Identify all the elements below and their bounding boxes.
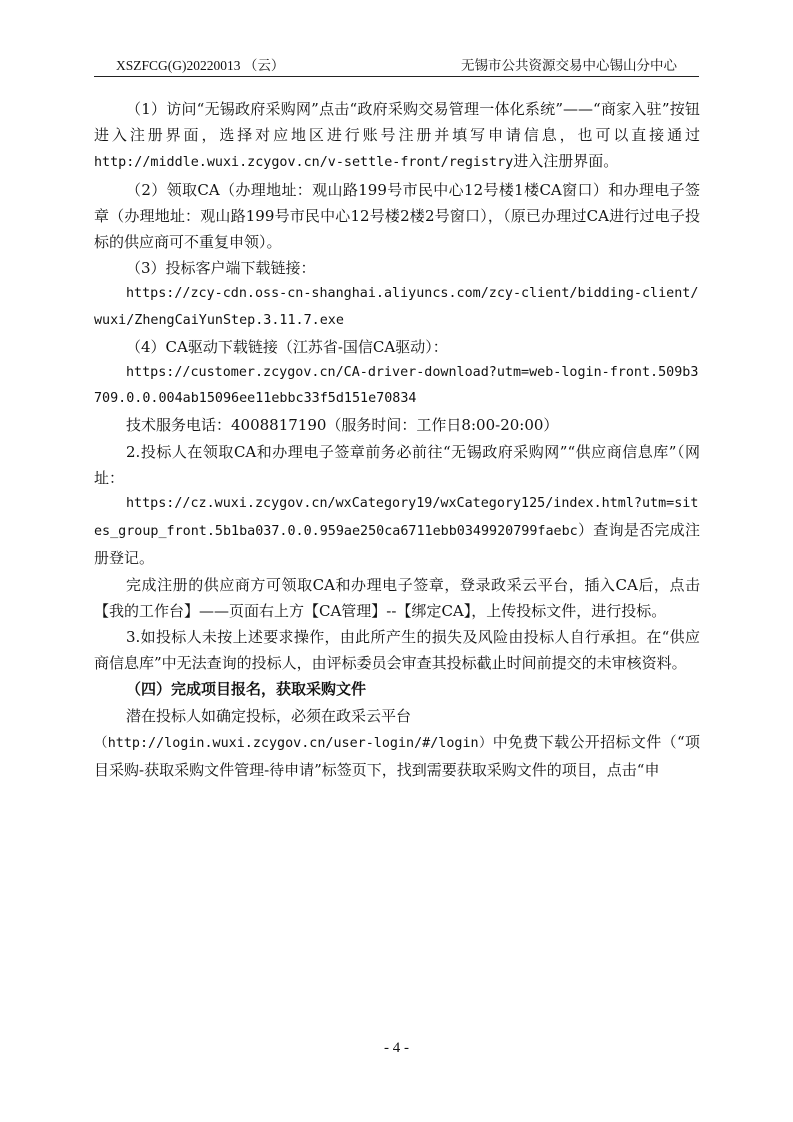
- ca-driver-link-line1[interactable]: https://customer.zcygov.cn/CA-driver-download?utm=web-login-front.509b3: [126, 365, 699, 381]
- page-number: - 4 -: [384, 1040, 409, 1056]
- client-download-link-line2[interactable]: wuxi/ZhengCaiYunStep.3.11.7.exe: [94, 312, 344, 328]
- registry-link[interactable]: http://middle.wuxi.zcygov.cn/v-settle-front/registry: [94, 155, 514, 171]
- section4-paragraph2: [94, 729, 700, 783]
- document-body: [94, 96, 700, 783]
- paragraph-item3-title: （3）投标客户端下载链接：: [126, 259, 316, 278]
- ca-driver-link-line2[interactable]: 709.0.0.004ab15096ee11ebbc33f5d151e70834: [94, 391, 417, 407]
- paragraph-point2: 2.投标人在领取CA和办理电子签章前务必前往“无锡政府采购网”“供应商信息库”（网址：: [94, 442, 700, 487]
- supplier-db-link-line1[interactable]: https://cz.wuxi.zcygov.cn/wxCategory19/wxCategory125/index.html?utm=sit: [126, 496, 699, 512]
- paragraph-point2-end: [94, 517, 700, 571]
- item1-text-end: 进入注册界面。: [513, 152, 619, 171]
- item1-text: （1）访问“无锡政府采购网”点击“政府采购交易管理一体化系统”——“商家入驻”按钮进入注册界面，选择对应地区进行账号注册并填写申请信息，也可以直接通过: [94, 100, 700, 145]
- paragraph-after-registration: 完成注册的供应商方可领取CA和办理电子签章，登录政采云平台，插入CA后，点击【我的工作台】——页面右上方【CA管理】--【绑定CA】，上传投标文件，进行投标。: [94, 575, 700, 620]
- login-link[interactable]: （http://login.wuxi.zcygov.cn/user-login/#/login）: [94, 735, 493, 751]
- section4-text: 中免费下载公开招标文件（“项目采购-获取采购文件管理-待申请”标签页下，找到需要获取采购文件的项目，点击“申: [94, 732, 700, 780]
- supplier-db-link-line2[interactable]: es_group_front.5b1ba037.0.0.959ae250ca6711ebb0349920799faebc: [94, 524, 578, 540]
- section4-paragraph1: 潜在投标人如确定投标，必须在政采云平台: [126, 706, 412, 725]
- paragraph-item1: [94, 96, 700, 177]
- page-header: [94, 52, 699, 77]
- issuing-organization: 无锡市公共资源交易中心锡山分中心: [461, 58, 677, 74]
- tech-service-phone: 技术服务电话：4008817190（服务时间：工作日8:00-20:00）: [126, 416, 559, 435]
- document-code: XSZFCG(G)20220013 （云）: [116, 58, 285, 73]
- client-download-link-line1[interactable]: https://zcy-cdn.oss-cn-shanghai.aliyuncs.com/zcy-client/bidding-client/: [126, 286, 699, 302]
- paragraph-item2: （2）领取CA（办理地址：观山路199号市民中心12号楼1楼CA窗口）和办理电子签章（办理地址：观山路199号市民中心12号楼2楼2号窗口），（原已办理过CA进行过电子投标的供应商可不重复申领）。: [94, 180, 700, 252]
- paragraph-item4-title: （4）CA驱动下载链接（江苏省-国信CA驱动）：: [126, 337, 448, 356]
- paragraph-point3: 3.如投标人未按上述要求操作，由此所产生的损失及风险由投标人自行承担。在“供应商信息库”中无法查询的投标人，由评标委员会审查其投标截止时间前提交的未审核资料。: [94, 628, 700, 673]
- section4-heading: （四）完成项目报名，获取采购文件: [126, 680, 367, 699]
- point2-text-end: ）查询是否完成注册登记。: [94, 521, 700, 568]
